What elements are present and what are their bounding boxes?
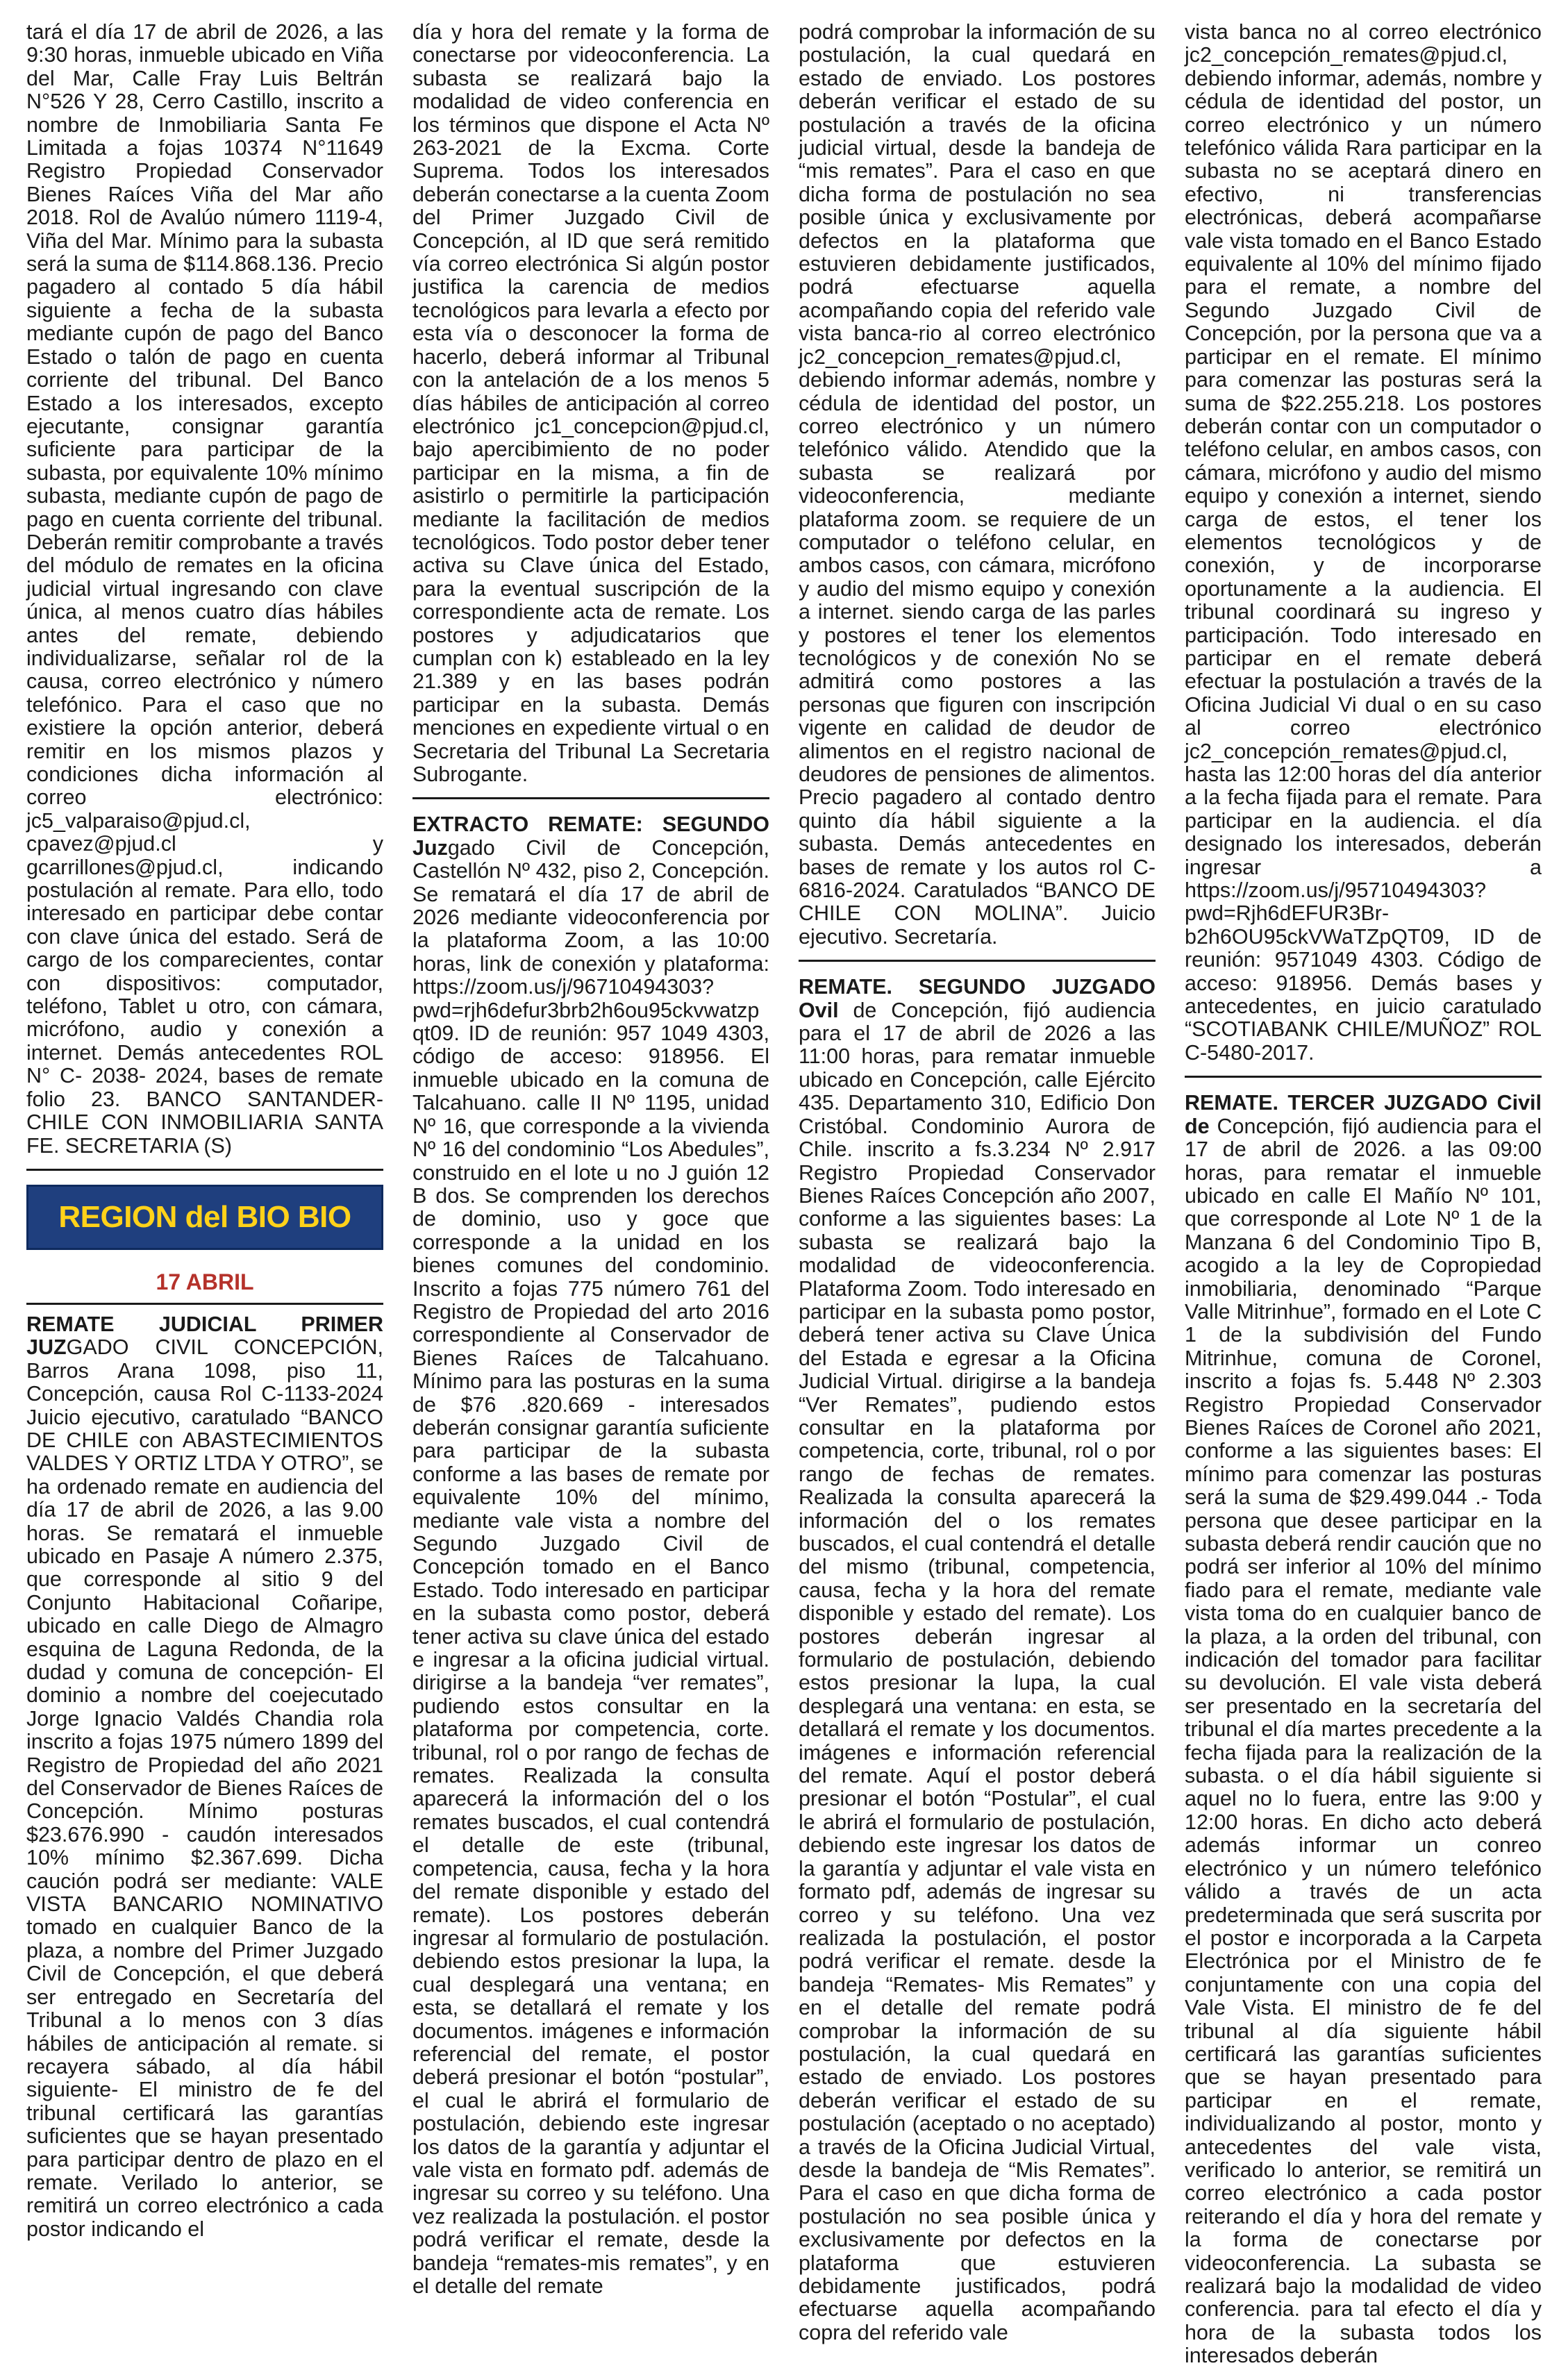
column-1	[26, 20, 383, 2241]
notice-segundo-juzgado-ejercito	[799, 976, 1156, 2344]
notice-extracto-segundo-juzgado	[412, 813, 769, 2298]
notice-primer-juzgado	[26, 1313, 383, 2241]
column-3	[799, 20, 1156, 2344]
column-4	[1185, 20, 1542, 2368]
divider	[26, 1303, 383, 1305]
date-heading: 17 ABRIL	[156, 1269, 254, 1294]
divider	[412, 797, 769, 799]
notice-body: GADO CIVIL CONCEPCIÓN, Barros Arana 1098, piso 11, Concepción, causa Rol C-1133-2024 Juicio ejecutivo, caratulado “BANCO DE CHILE con ABASTECIMIENTOS VALDES Y ORTIZ LTDA Y OTRO”, se ha ordenado remate en audiencia del día 17 de abril de 2026, a las 9.00 horas. Se rematará el inmueble ubicado en Pasaje A número 2.375, que corresponde al sitio 9 del Conjunto Habitacional Coñaripe, ubicado en calle Diego de Almagro esquina de Laguna Redonda, de la dudad y comuna de concepción- El dominio a nombre del coejecutado Jorge Ignacio Valdés Chandia rola inscrito a fojas 1975 número 1899 del Registro de Propiedad del año 2021 del Conservador de Bienes Raíces de Concepción. Mínimo posturas $23.676.990 - caudón interesados 10% mínimo $2.367.699. Dicha caución podrá ser mediante: VALE VISTA BANCARIO NOMINATIVO tomado en cualquier Banco de la plaza, a nombre del Primer Juzgado Civil de Concepción, el que deberá ser entregado en Secretaría del Tribunal a lo menos con 3 días hábiles de anticipación al remate. si recayera sábado, al día hábil siguiente- El ministro de fe del tribunal certificará las garantías suficientes que se hayan presentado para participar dentro de plazo en el remate. Verilado lo anterior, se remitirá un correo electrónico a cada postor indicando el	[26, 1335, 383, 2241]
notice-primer-juzgado-continuation: día y hora del remate y la forma de conectarse por videoconferencia. La subasta se realizará bajo la modalidad de video conferencia en los términos que dispone el Acta Nº 263-2021 de la Excma. Corte Suprema. Todos los interesados deberán conectarse a la cuenta Zoom del Primer Juzgado Civil de Concepción, al ID que será remitido vía correo electrónica Si algún postor justifica la carencia de medios tecnológicos para levarla a efecto por esta vía o desconocer la forma de hacerlo, deberá informar al Tribunal con la antelación de a los menos 5 días hábiles de anticipación al correo electrónico jc1_concepcion@pjud.cl, bajo apercibimiento de no poder participar en la misma, a fin de asistirlo o permitirle la participación mediante la facilitación de medios tecnológicos. Todo postor deber tener activa su Clave única del Estado, para la eventual suscripción de la correspondiente acta de remate. Los postores y adjudicatarios que cumplan con k) estableado en la ley 21.389 y en las bases podrán participar en la subasta. Demás menciones en expediente virtual o en Secretaria del Tribunal La Secretaria Subrogante.	[412, 20, 769, 786]
divider	[1185, 1076, 1542, 1078]
divider	[799, 960, 1156, 962]
notice-lead: REMATE. TERCER JUZGADO Civil de	[1185, 1091, 1542, 1138]
notice-lead: REMATE. SEGUNDO JUZGADO Ovil	[799, 975, 1156, 1022]
column-2	[412, 20, 769, 2298]
region-banner: REGION del BIO BIO	[26, 1185, 383, 1250]
notice-body: gado Civil de Concepción, Castellón Nº 432, piso 2, Concepción. Se rematará el día 17 de abril de 2026 mediante videoconferencia por la plataforma Zoom, a las 10:00 horas, link de conexión y plataforma: https://zoom.us/j/96710494303?pwd=rjh6defur3brb2h6ou95ckvwatzpqt09. ID de reunión: 957 1049 4303, código de acceso: 918956. El inmueble ubicado en la comuna de Talcahuano. calle II Nº 1195, unidad Nº 16, que corresponde a la vivienda Nº 16 del condominio “Los Abedules”, construido en el lote u no J guión 12 B dos. Se comprenden los derechos de dominio, uso y goce que corresponde a la unidad en los bienes comunes del condominio. Inscrito a fojas 775 número 761 del Registro de Propiedad del arto 2016 correspondiente al Conservador de Bienes Raíces de Talcahuano. Mínimo para las posturas en la suma de $76 .820.669 - interesados deberán consignar garantía suficiente para participar de la subasta conforme a las bases de remate por equivalente 10% del mínimo, mediante vale vista a nombre del Segundo Juzgado Civil de Concepción tomado en el Banco Estado. Todo interesado en participar en la subasta como postor, deberá tener activa su clave única del estado e ingresar a la oficina judicial virtual. dirigirse a la bandeja “ver remates”, pudiendo estos consultar en la plataforma por competencia, corte. tribunal, rol o por rango de fechas de remates. Realizada la consulta aparecerá la información del o los remates buscados, el cual contendrá el detalle de este (tribunal, competencia, causa, fecha y la hora del remate disponible y estado del remate). Los postores deberán ingresar al formulario de postulación. debiendo estos presionar la lupa, la cual desplegará una ventana; en esta, se detallará el remate y los documentos. imágenes e información referencial del remate, el postor deberá presionar el botón “postular”, el cual le abrirá el formulario de postulación, debiendo este ingresar los datos de la garantía y adjuntar el vale vista en formato pdf. además de ingresar su correo y su teléfono. Una vez realizada la postulación. el postor podrá verificar el remate, desde la bandeja “remates-mis remates”, y en el detalle del remate	[412, 835, 769, 2298]
notice-valparaiso-continuation: tará el día 17 de abril de 2026, a las 9:30 horas, inmueble ubicado en Viña del Mar, Calle Fray Luis Beltrán N°526 Y 28, Cerro Castillo, inscrito a nombre de Inmobiliaria Santa Fe Limitada a fojas 10374 N°11649 Registro Propiedad Conservador Bienes Raíces Viña del Mar año 2018. Rol de Avalúo número 1119-4, Viña del Mar. Mínimo para la subasta será la suma de $114.868.136. Precio pagadero al contado 5 día hábil siguiente a fecha de la subasta mediante cupón de pago del Banco Estado o talón de pago en cuenta corriente del tribunal. Del Banco Estado a los interesados, excepto ejecutante, consignar garantía suficiente para participar de la subasta, por equivalente 10% mínimo subasta, mediante cupón de pago de pago en cuenta corriente del tribunal. Deberán remitir comprobante a través del módulo de remates en la oficina judicial virtual ingresando con clave única, al menos cuatro días hábiles antes del remate, debiendo individualizarse, señalar rol de la causa, correo electrónico y número telefónico. Para el caso que no existiere la opción anterior, deberá remitir en los mismos plazos y condiciones dicha información al correo electrónico: jc5_valparaiso@pjud.cl, cpavez@pjud.cl y gcarrillones@pjud.cl, indicando postulación al remate. Para ello, todo interesado en participar debe contar con clave única del estado. Será de cargo de los comparecientes, contar con dispositivos: computador, teléfono, Tablet u otro, con cámara, micrófono, audio y conexión a internet. Demás antecedentes ROL N° C- 2038- 2024, bases de remate folio 23. BANCO SANTANDER-CHILE CON INMOBILIARIA SANTA FE. SECRETARIA (S)	[26, 20, 383, 1158]
notice-segundo-juzgado-continuation: vista banca no al correo electrónico jc2_concepción_remates@pjud.cl, debiendo informar, además, nombre y cédula de identidad del postor, un correo electrónico y un número telefónico válida Rara participar en la subasta no se aceptará dinero en efectivo, ni transferencias electrónicas, deberá acompañarse vale vista tomado en el Banco Estado equivalente al 10% del mínimo fijado para el remate, a nombre del Segundo Juzgado Civil de Concepción, por la persona que va a participar en el remate. El mínimo para comenzar las posturas será la suma de $22.255.218. Los postores deberán contar con un computador o teléfono celular, en ambos casos, con cámara, micrófono y audio del mismo equipo y conexión a internet, siendo carga de estos, el tener los elementos tecnológicos y de conexión, y de incorporarse oportunamente a la audiencia. El tribunal coordinará su ingreso y participación. Todo interesado en participar en el remate deberá efectuar la postulación a través de la Oficina Judicial Vi dual o en su caso al correo electrónico jc2_concepción_remates@pjud.cl, hasta las 12:00 horas del día anterior a la fecha fijada para el remate. Para participar en la audiencia. el día designado los interesados, deberán ingresar a https://zoom.us/j/95710494303?pwd=Rjh6dEFUR3Br-b2h6OU95ckVWaTZpQT09, ID de reunión: 9571049 4303. Código de acceso: 918956. Demás bases y antecedentes, en juicio caratulado “SCOTIABANK CHILE/MUÑOZ” ROL C-5480-2017.	[1185, 20, 1542, 1065]
notice-lead: REMATE JUDICIAL PRIMER JUZ	[26, 1312, 383, 1360]
notice-lead: EXTRACTO REMATE: SEGUNDO Juz	[412, 812, 769, 860]
notice-tercer-juzgado	[1185, 1092, 1542, 2367]
notice-extracto-continuation: podrá comprobar la información de su postulación, la cual quedará en estado de enviado. Los postores deberán verificar el estado de su postulación a través de la oficina judicial virtual, desde la bandeja de “mis remates”. Para el caso en que dicha forma de postulación no sea posible única y exclusivamente por defectos en la plataforma que estuvieren debidamente justificados, podrá efectuarse aquella acompañando copia del referido vale vista banca-rio al correo electrónico jc2_concepcion_remates@pjud.cl, debiendo informar además, nombre y cédula de identidad del postor, un correo electrónico y un número telefónico válido. Atendido que la subasta se realizará por videoconferencia, mediante plataforma zoom. se requiere de un computador o teléfono celular, en ambos casos, con cámara, micrófono y audio del mismo equipo y conexión a internet. siendo carga de las parles y postores el tener los elementos tecnológicos y de conexión No se admitirá como postores a las personas que figuren con inscripción vigente en calidad de deudor de alimentos en el registro nacional de deudores de pensiones de alimentos. Precio pagadero al contado dentro quinto día hábil siguiente a la subasta. Demás antecedentes en bases de remate y los autos rol C-6816-2024. Caratulados “BANCO DE CHILE CON MOLINA”. Juicio ejecutivo. Secretaría.	[799, 20, 1156, 949]
notice-body: de Concepción, fijó audiencia para el 17 de abril de 2026 a las 11:00 horas, para rematar inmueble ubicado en Concepción, calle Ejército 435. Departamento 310, Edificio Don Cristóbal. Condominio Aurora de Chile. inscrito a fs.3.234 Nº 2.917 Registro Propiedad Conservador Bienes Raíces Concepción año 2007, conforme a las siguientes bases: La subasta se realizará bajo la modalidad de videoconferencia. Plataforma Zoom. Todo interesado en participar en la subasta pomo postor, deberá tener activa su Clave Única del Estada e egresar a la Oficina Judicial Virtual. dirigirse a la bandeja “Ver Remates”, pudiendo estos consultar en la plataforma por competencia, corte, tribunal, rol o por rango de fechas de remates. Realizada la consulta aparecerá la información del o los remates buscados, el cual contendrá el detalle del mismo (tribunal, competencia, causa, fecha y la hora del remate disponible y estado del remate). Los postores deberán ingresar al formulario de postulación, debiendo estos presionar la lupa, la cual desplegará una ventana: en esta, se detallará el remate y los documentos. imágenes e información referencial del remate. Aquí el postor deberá presionar el botón “Postular”, el cual le abrirá el formulario de postulación, debiendo este ingresar los datos de la garantía y adjuntar el vale vista en formato pdf, además de ingresar su correo y su teléfono. Una vez realizada la postulación, el postor podrá verificar el remate. desde la bandeja “Remates- Mis Remates” y en el detalle del remate podrá comprobar la información de su postulación, la cual quedará en estado de enviado. Los postores deberán verificar el estado de su postulación (aceptado o no aceptado) a través de la Oficina Judicial Virtual, desde la bandeja de “Mis Remates”. Para el caso en que dicha forma de postulación no sea posible única y exclusivamente por defectos en la plataforma que estuvieren debidamente justificados, podrá efectuarse aquella acompañando copra del referido vale	[799, 998, 1156, 2344]
notice-body: Concepción, fijó audiencia para el 17 de abril de 2026. a las 09:00 horas, para rematar el inmueble ubicado en calle El Mañío Nº 101, que corresponde al Lote Nº 1 de la Manzana 6 del Condominio Tipo B, acogido a la ley de Copropiedad inmobiliaria, denominado “Parque Valle Mitrinhue”, formado en el Lote C 1 de la subdivisión del Fundo Mitrinhue, comuna de Coronel, inscrito a fojas fs. 5.448 Nº 2.303 Registro Propiedad Conservador Bienes Raíces de Coronel año 2021, conforme a las siguientes bases: El mínimo para comenzar las posturas será la suma de $29.499.044 .- Toda persona que desee participar en la subasta deberá rendir caución que no podrá ser inferior al 10% del mínimo fiado para el remate, mediante vale vista toma do en cualquier banco de la plaza, a la orden del tribunal, con indicación del tomador para facilitar su devolución. El vale vista deberá ser presentado en la secretaría del tribunal el día martes precedente a la fecha fijada para la realización de la subasta. o el día hábil siguiente si aquel no lo fuera, entre las 9:00 y 12:00 horas. En dicho acto deberá además informar un conreo electrónico y un número telefónico válido a través de un acta predeterminada que será suscrita por el postor e incorporada a la Carpeta Electrónica por el Ministro de fe conjuntamente con una copia del Vale Vista. El ministro de fe del tribunal al día siguiente hábil certificará las garantías suficientes que se hayan presentado para participar en el remate, individualizando al postor, monto y antecedentes del vale vista, verificado lo anterior, se remitirá un correo electrónico a cada postor reiterando el día y hora del remate y la forma de conectarse por videoconferencia. La subasta se realizará bajo la modalidad de video conferencia. para tal efecto el día y hora de la subasta todos los interesados deberán	[1185, 1114, 1542, 2368]
divider	[26, 1169, 383, 1171]
